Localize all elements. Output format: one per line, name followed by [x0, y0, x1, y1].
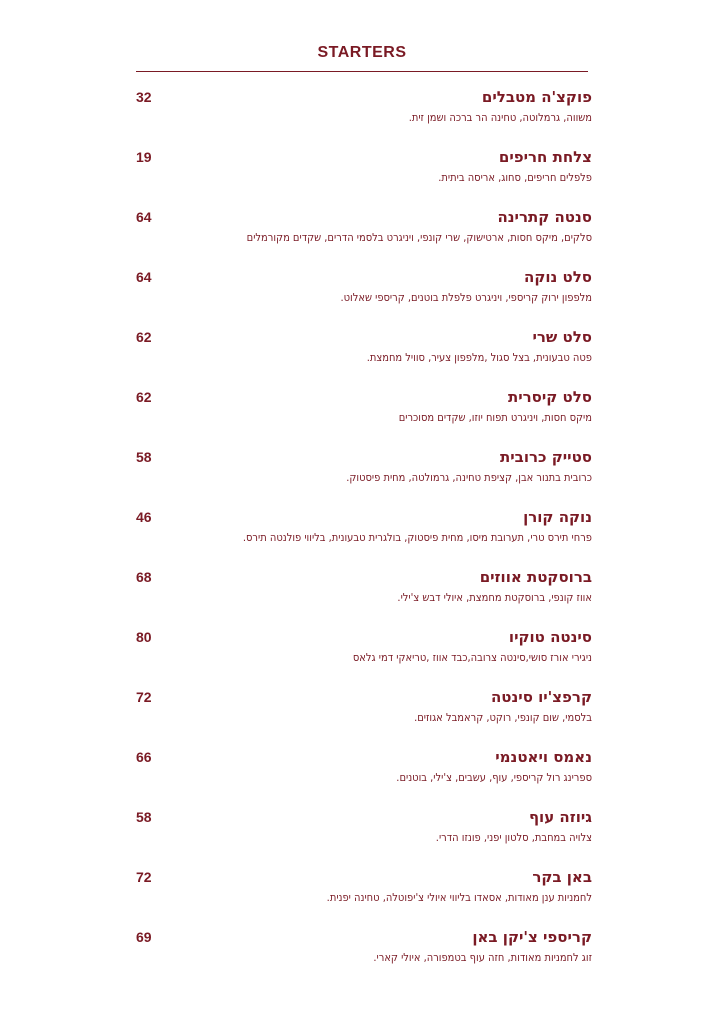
item-price: 19	[136, 149, 152, 165]
menu-item	[136, 508, 592, 568]
item-description: לחמניות ענן מאודות, אסאדו בליווי איולי צ'יפוטלה, טחינה יפנית.	[326, 891, 592, 904]
menu-item	[136, 868, 592, 928]
item-description: כרובית בתנור אבן, קציפת טחינה, גרמולטה, מחית פיסטוק.	[346, 471, 592, 484]
item-description: סלקים, מיקס חסות, ארטישוק, שרי קונפי, ויניגרט בלסמי הדרים, שקדים מקורמלים	[246, 231, 592, 244]
menu-item	[136, 808, 592, 868]
item-name: באן בקר	[532, 868, 592, 886]
menu-item	[136, 628, 592, 688]
item-name: סינטה טוקיו	[508, 628, 592, 646]
item-name: סלט שרי	[532, 328, 592, 346]
item-description: זוג לחמניות מאודות, חזה עוף בטמפורה, איולי קארי.	[373, 951, 592, 964]
item-name: קריספי צ'יקן באן	[472, 928, 592, 946]
item-price: 66	[136, 749, 152, 765]
item-description: פרחי תירס טרי, תערובת מיסו, מחית פיסטוק, בולגרית טבעונית, בליווי פולנטה תירס.	[242, 531, 592, 544]
item-name: פוקצ'ה מטבלים	[481, 88, 592, 106]
item-description: ניגירי אורז סושי,סינטה צרובה,כבד אווז ,טריאקי דמי גלאס	[352, 651, 592, 664]
item-price: 80	[136, 629, 152, 645]
item-description: מיקס חסות, ויניגרט תפוח יוזו, שקדים מסוכרים	[398, 411, 592, 424]
menu-list	[136, 88, 592, 988]
item-description: משווה, גרמלוטה, טחינה הר ברכה ושמן זית.	[408, 111, 592, 124]
menu-item	[136, 328, 592, 388]
item-price: 72	[136, 869, 152, 885]
item-price: 32	[136, 89, 152, 105]
item-name: גיוזה עוף	[528, 808, 592, 826]
item-description: בלסמי, שום קונפי, רוקט, קראמבל אגוזים.	[414, 711, 592, 724]
item-name: סלט קיסרית	[507, 388, 592, 406]
menu-item	[136, 688, 592, 748]
item-price: 72	[136, 689, 152, 705]
item-name: נאמס ויאטנמי	[495, 748, 592, 766]
menu-item	[136, 568, 592, 628]
menu-item	[136, 208, 592, 268]
item-price: 69	[136, 929, 152, 945]
menu-item	[136, 448, 592, 508]
item-description: אווז קונפי, ברוסקטת מחמצת, איולי דבש צ'ילי.	[397, 591, 592, 604]
item-price: 58	[136, 809, 152, 825]
page-title: STARTERS	[317, 44, 407, 61]
menu-item	[136, 268, 592, 328]
menu-item	[136, 748, 592, 808]
item-description: מלפפון ירוק קריספי, ויניגרט פלפלת בוטנים, קריספי שאלוט.	[340, 291, 592, 304]
item-price: 68	[136, 569, 152, 585]
menu-item	[136, 88, 592, 148]
item-price: 64	[136, 269, 152, 285]
item-name: נוקה קורן	[523, 508, 592, 526]
menu-item	[136, 148, 592, 208]
item-description: צלויה במחבת, סלטון יפני, פונזו הדרי.	[435, 831, 592, 844]
menu-item	[136, 928, 592, 988]
item-price: 64	[136, 209, 152, 225]
item-price: 58	[136, 449, 152, 465]
item-name: סטייק כרובית	[500, 448, 592, 466]
item-price: 62	[136, 389, 152, 405]
item-name: קרפצ'יו סינטה	[490, 688, 592, 706]
title-divider	[136, 71, 588, 72]
item-name: סנטה קתרינה	[497, 208, 592, 226]
item-description: ספרינג רול קריספי, עוף, עשבים, צ'ילי, בוטנים.	[396, 771, 592, 784]
menu-item	[136, 388, 592, 448]
item-name: סלט נוקה	[524, 268, 592, 286]
item-price: 62	[136, 329, 152, 345]
item-name: צלחת חריפים	[498, 148, 592, 166]
item-description: פטה טבעונית, בצל סגול ,מלפפון צעיר, סוויל מחמצת.	[366, 351, 592, 364]
item-description: פלפלים חריפים, סחוג, אריסה ביתית.	[438, 171, 592, 184]
item-name: ברוסקטת אווזים	[479, 568, 592, 586]
item-price: 46	[136, 509, 152, 525]
